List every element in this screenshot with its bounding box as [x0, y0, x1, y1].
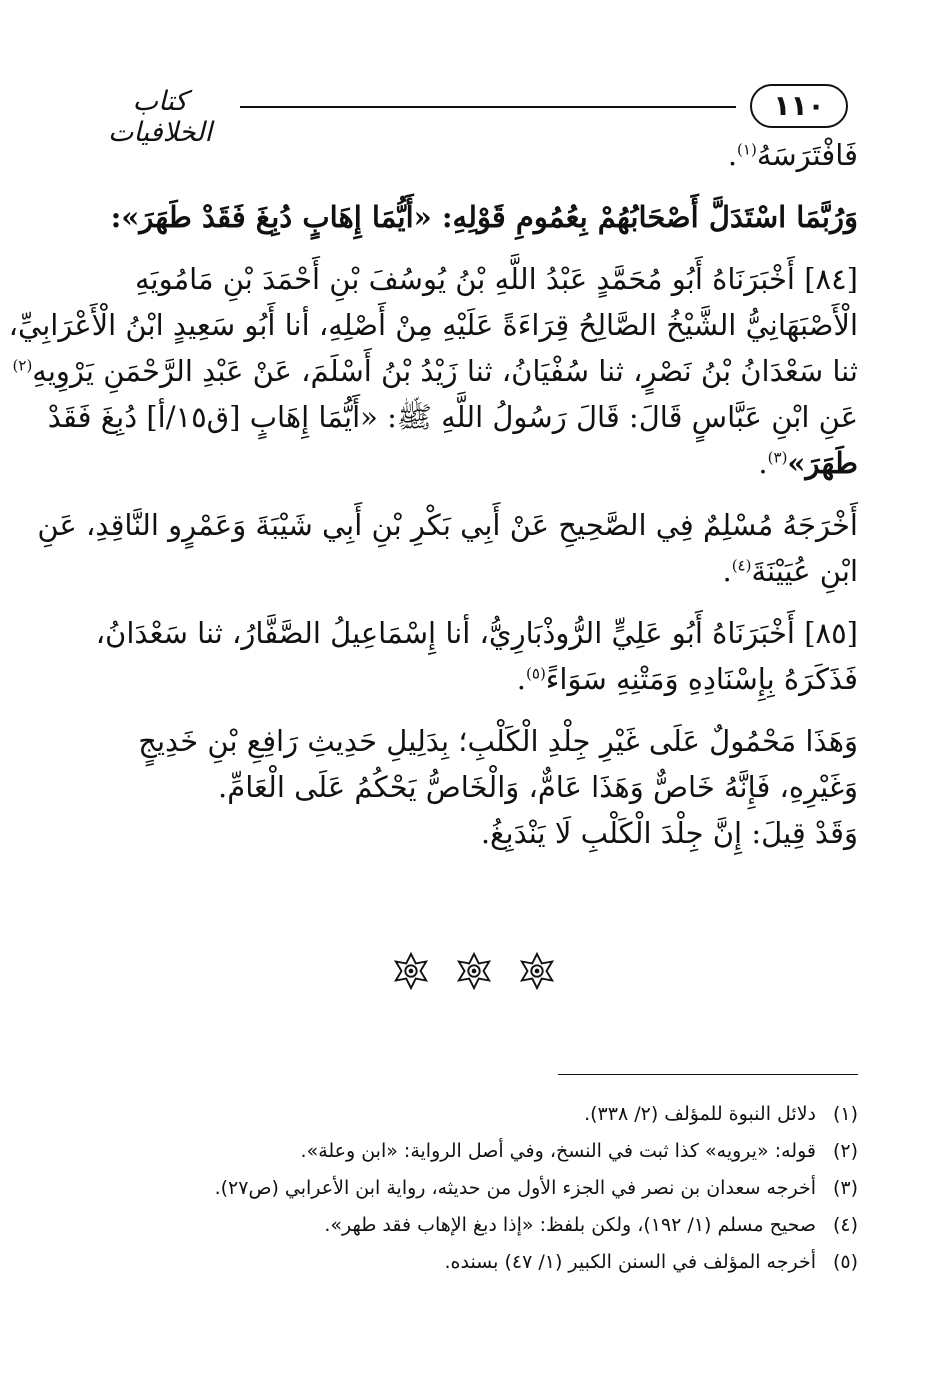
- main-text: [8, 132, 858, 856]
- text-line: [٨٤] أَخْبَرَنَاهُ أَبُو مُحَمَّدٍ عَبْدُ اللَّهِ بْنُ يُوسُفَ بْنِ أَحْمَدَ بْنِ مَامُويَهِ: [135, 262, 858, 296]
- text-line: وَهَذَا مَحْمُولٌ عَلَى غَيْرِ جِلْدِ الْكَلْبِ؛ بِدَلِيلِ حَدِيثِ رَافِعِ بْنِ خَدِيجٍ: [138, 724, 858, 758]
- text-run: فَذَكَرَهُ بِإِسْنَادِهِ وَمَتْنِهِ سَوَاءً: [545, 662, 858, 696]
- text-line: أَخْرَجَهُ مُسْلِمٌ فِي الصَّحِيحِ عَنْ أَبِي بَكْرِ بْنِ أَبِي شَيْبَةَ وَعَمْرٍو النَّاقِدِ، عَنِ: [37, 508, 858, 542]
- footnote-text: صحيح مسلم (١/ ١٩٢)، ولكن بلفظ: «إذا دبغ الإهاب فقد طهر».: [324, 1214, 816, 1236]
- footnote: [88, 1133, 858, 1170]
- text-run: فَافْتَرَسَهُ: [756, 138, 858, 172]
- footnote: [88, 1096, 858, 1133]
- page-number: ١١٠: [750, 84, 848, 128]
- text-line: طَهَرَ»$^{(٣)}$.: [758, 446, 858, 480]
- text-line: ابْنِ عُيَيْنَةَ$^{(٤)}$.: [722, 554, 858, 588]
- footnote-separator: [558, 1074, 858, 1075]
- flower-ornament-icon: [392, 952, 430, 990]
- footnote: [88, 1207, 858, 1244]
- text-line: وَقَدْ قِيلَ: إِنَّ جِلْدَ الْكَلْبِ لَا يَنْدَبِغُ.: [480, 816, 858, 850]
- paragraph-gap: [88, 178, 858, 194]
- footnote-ref: (٣): [767, 448, 788, 467]
- footnote-text: قوله: «يرويه» كذا ثبت في النسخ، وفي أصل الرواية: «ابن وعلة».: [300, 1140, 816, 1162]
- text-line: [٨٥] أَخْبَرَنَاهُ أَبُو عَلِيٍّ الرُّوذْبَارِيُّ، أنا إِسْمَاعِيلُ الصَّفَّارُ، ثنا سَعْدَانُ،: [95, 616, 858, 650]
- text-line: فَذَكَرَهُ بِإِسْنَادِهِ وَمَتْنِهِ سَوَاءً$^{(٥)}$.: [516, 662, 858, 696]
- footnote-ref: (١): [737, 140, 757, 159]
- footnote-text: دلائل النبوة للمؤلف (٢/ ٣٣٨).: [584, 1103, 816, 1125]
- text-line: الْأَصْبَهَانِيُّ الشَّيْخُ الصَّالِحُ قِرَاءَةً عَلَيْهِ مِنْ أَصْلِهِ، أنا أَبُو سَعِيدٍ ابْنُ الْأَعْرَابِيِّ،: [8, 308, 858, 342]
- footnote-number: (٤): [832, 1214, 858, 1236]
- text-run: ثنا سَعْدَانُ بْنُ نَصْرٍ، ثنا سُفْيَانُ، ثنا زَيْدُ بْنُ أَسْلَمَ، عَنْ عَبْدِ الرَّحْمَنِ يَرْوِيهِ: [32, 354, 858, 388]
- text-line: فَافْتَرَسَهُ$^{(١)}$.: [727, 138, 858, 172]
- text-run: طَهَرَ»: [787, 446, 858, 480]
- paragraph-gap: [88, 486, 858, 502]
- footnote-number: (٣): [832, 1177, 858, 1199]
- paragraph-gap: [88, 702, 858, 718]
- footnote: [88, 1244, 858, 1281]
- paragraph-gap: [88, 240, 858, 256]
- section-ornaments: [0, 952, 948, 990]
- footnote-ref: (٥): [526, 664, 546, 683]
- text-line: [12, 348, 858, 394]
- footnote-number: (٥): [832, 1251, 858, 1273]
- header-rule: [240, 106, 736, 108]
- footnotes: [88, 1096, 858, 1281]
- book-title: كتاب الخلافيات: [108, 86, 212, 148]
- footnote-text: أخرجه سعدان بن نصر في الجزء الأول من حديثه، رواية ابن الأعرابي (ص٢٧).: [214, 1177, 816, 1199]
- flower-ornament-icon: [455, 952, 493, 990]
- text-line: وَرُبَّمَا اسْتَدَلَّ أَصْحَابُهُمْ بِعُمُومِ قَوْلِهِ: «أَيُّمَا إِهَابٍ دُبِغَ فَقَدْ طَهَرَ»:: [110, 200, 858, 234]
- footnote-ref: (٤): [731, 556, 752, 575]
- footnote: [88, 1170, 858, 1207]
- page-header: [90, 84, 848, 148]
- footnote-ref: (٢): [12, 356, 33, 375]
- paragraph-gap: [88, 594, 858, 610]
- text-line: وَغَيْرِهِ، فَإِنَّهُ خَاصٌّ وَهَذَا عَامٌّ، وَالْخَاصُّ يَحْكُمُ عَلَى الْعَامِّ.: [218, 770, 858, 804]
- text-line: عَنِ ابْنِ عَبَّاسٍ قَالَ: قَالَ رَسُولُ اللَّهِ ﷺ: «أَيُّمَا إِهَابٍ [ق١٥/أ] دُبِغَ فَقَدْ: [47, 400, 858, 434]
- text-run: ابْنِ عُيَيْنَةَ: [751, 554, 858, 588]
- footnote-number: (١): [832, 1103, 858, 1125]
- footnote-number: (٢): [832, 1140, 858, 1162]
- footnote-text: أخرجه المؤلف في السنن الكبير (١/ ٤٧) بسنده.: [444, 1251, 816, 1273]
- flower-ornament-icon: [518, 952, 556, 990]
